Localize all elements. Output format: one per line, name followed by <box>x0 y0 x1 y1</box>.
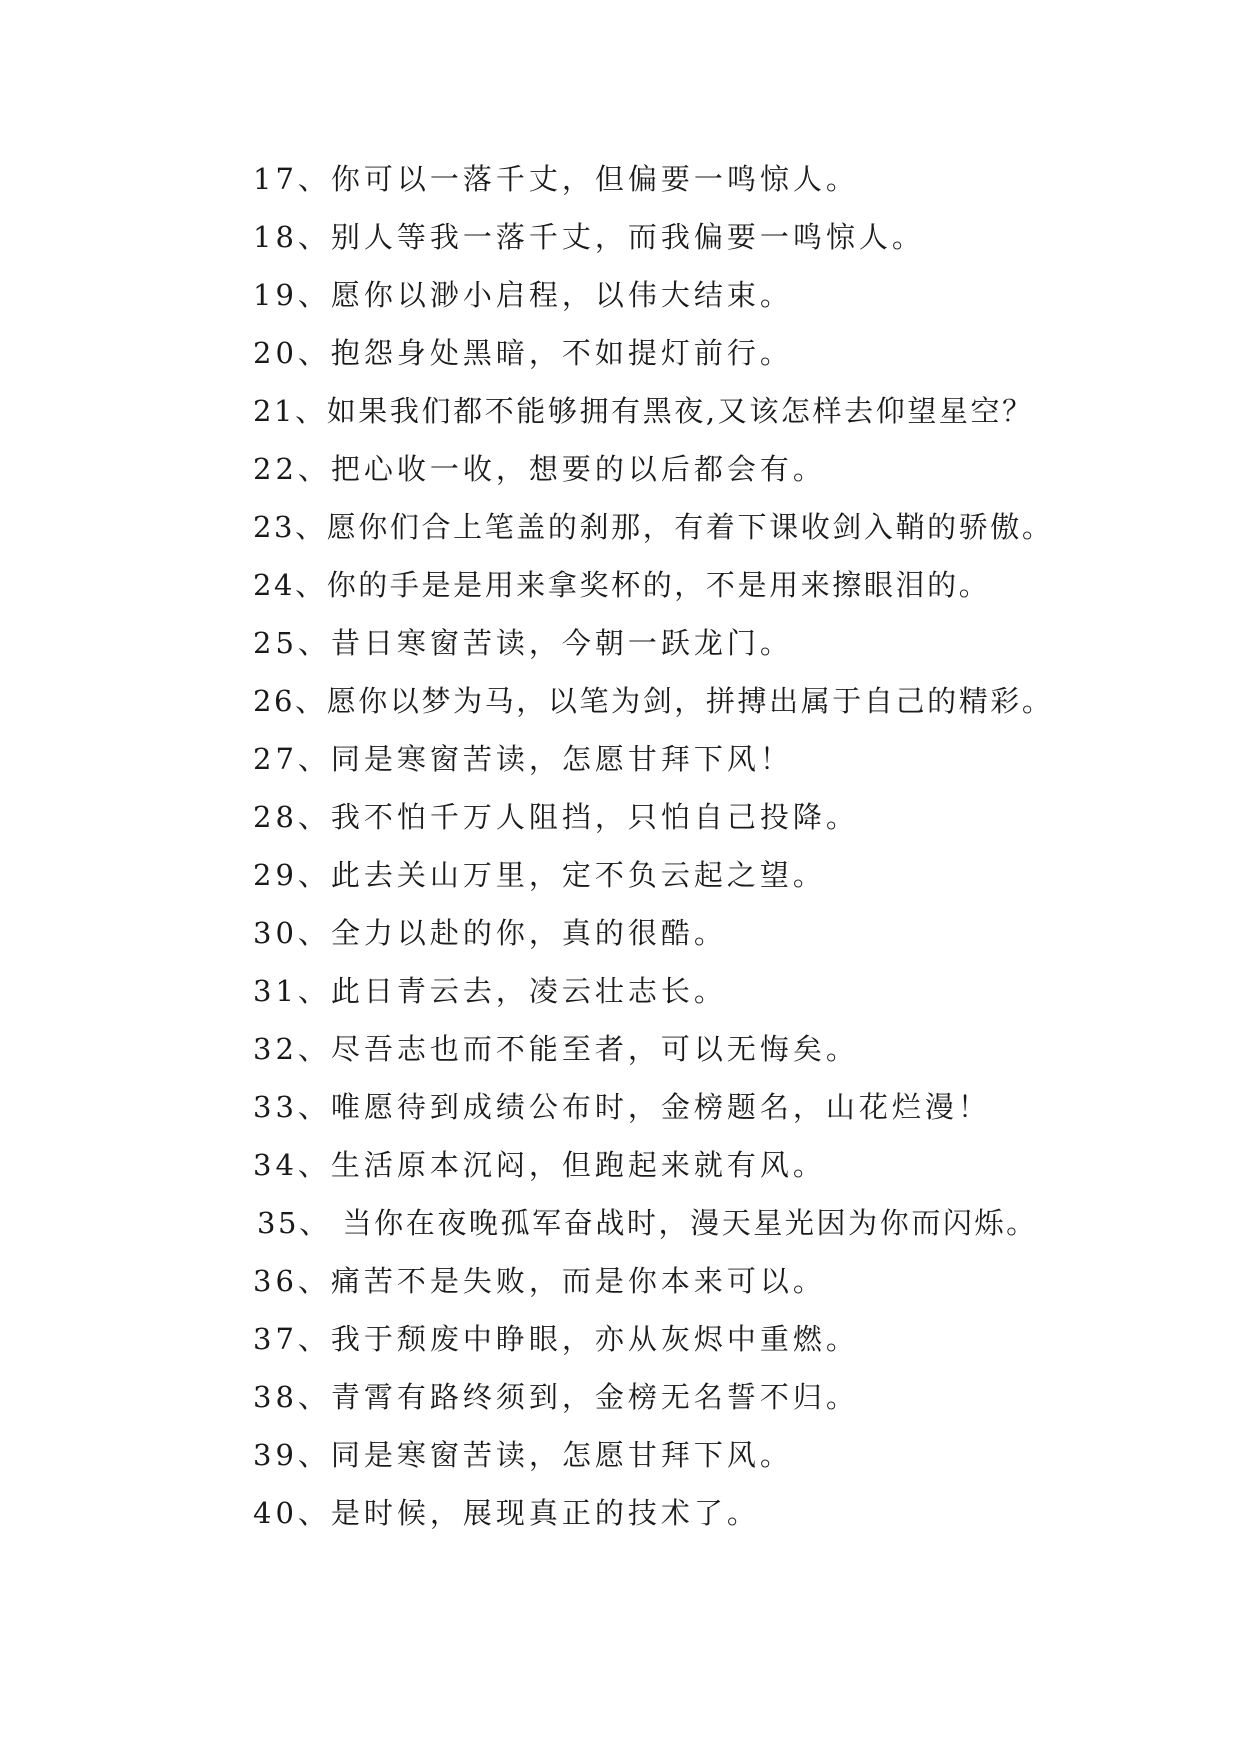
quote-line-20: 20、抱怨身处黑暗，不如提灯前行。 <box>253 336 793 370</box>
quote-line-19: 19、愿你以渺小启程，以伟大结束。 <box>253 278 793 312</box>
quote-line-31: 31、此日青云去，凌云壮志长。 <box>253 974 727 1008</box>
quote-line-22: 22、把心收一收，想要的以后都会有。 <box>253 452 826 486</box>
quote-line-29: 29、此去关山万里，定不负云起之望。 <box>253 858 826 892</box>
quote-line-32: 32、尽吾志也而不能至者，可以无悔矣。 <box>253 1032 859 1066</box>
quote-line-28: 28、我不怕千万人阻挡，只怕自己投降。 <box>253 800 859 834</box>
quote-line-36: 36、痛苦不是失败，而是你本来可以。 <box>253 1264 826 1298</box>
quote-line-23: 23、愿你们合上笔盖的刹那，有着下课收剑入鞘的骄傲。 <box>253 510 1054 544</box>
quote-line-27: 27、同是寒窗苦读，怎愿甘拜下风！ <box>253 742 793 776</box>
quote-line-35: 35、 当你在夜晚孤军奋战时，漫天星光因为你而闪烁。 <box>257 1206 1038 1240</box>
quote-line-37: 37、我于颓废中睁眼，亦从灰烬中重燃。 <box>253 1322 859 1356</box>
quote-line-26: 26、愿你以梦为马，以笔为剑，拼搏出属于自己的精彩。 <box>253 684 1054 718</box>
quote-line-38: 38、青霄有路终须到，金榜无名誓不归。 <box>253 1380 859 1414</box>
quote-line-21: 21、如果我们都不能够拥有黑夜,又该怎样去仰望星空？ <box>253 394 1034 428</box>
quote-line-25: 25、昔日寒窗苦读，今朝一跃龙门。 <box>253 626 793 660</box>
quote-line-34: 34、生活原本沉闷，但跑起来就有风。 <box>253 1148 826 1182</box>
quote-line-40: 40、是时候，展现真正的技术了。 <box>253 1496 760 1530</box>
quote-line-33: 33、唯愿待到成绩公布时，金榜题名，山花烂漫！ <box>253 1090 991 1124</box>
quote-line-39: 39、同是寒窗苦读，怎愿甘拜下风。 <box>253 1438 793 1472</box>
quote-line-18: 18、别人等我一落千丈，而我偏要一鸣惊人。 <box>253 220 925 254</box>
quote-line-17: 17、你可以一落千丈，但偏要一鸣惊人。 <box>253 162 859 196</box>
quote-list <box>253 150 1183 1542</box>
quote-line-30: 30、全力以赴的你，真的很酷。 <box>253 916 727 950</box>
quote-line-24: 24、你的手是是用来拿奖杯的，不是用来擦眼泪的。 <box>253 568 991 602</box>
